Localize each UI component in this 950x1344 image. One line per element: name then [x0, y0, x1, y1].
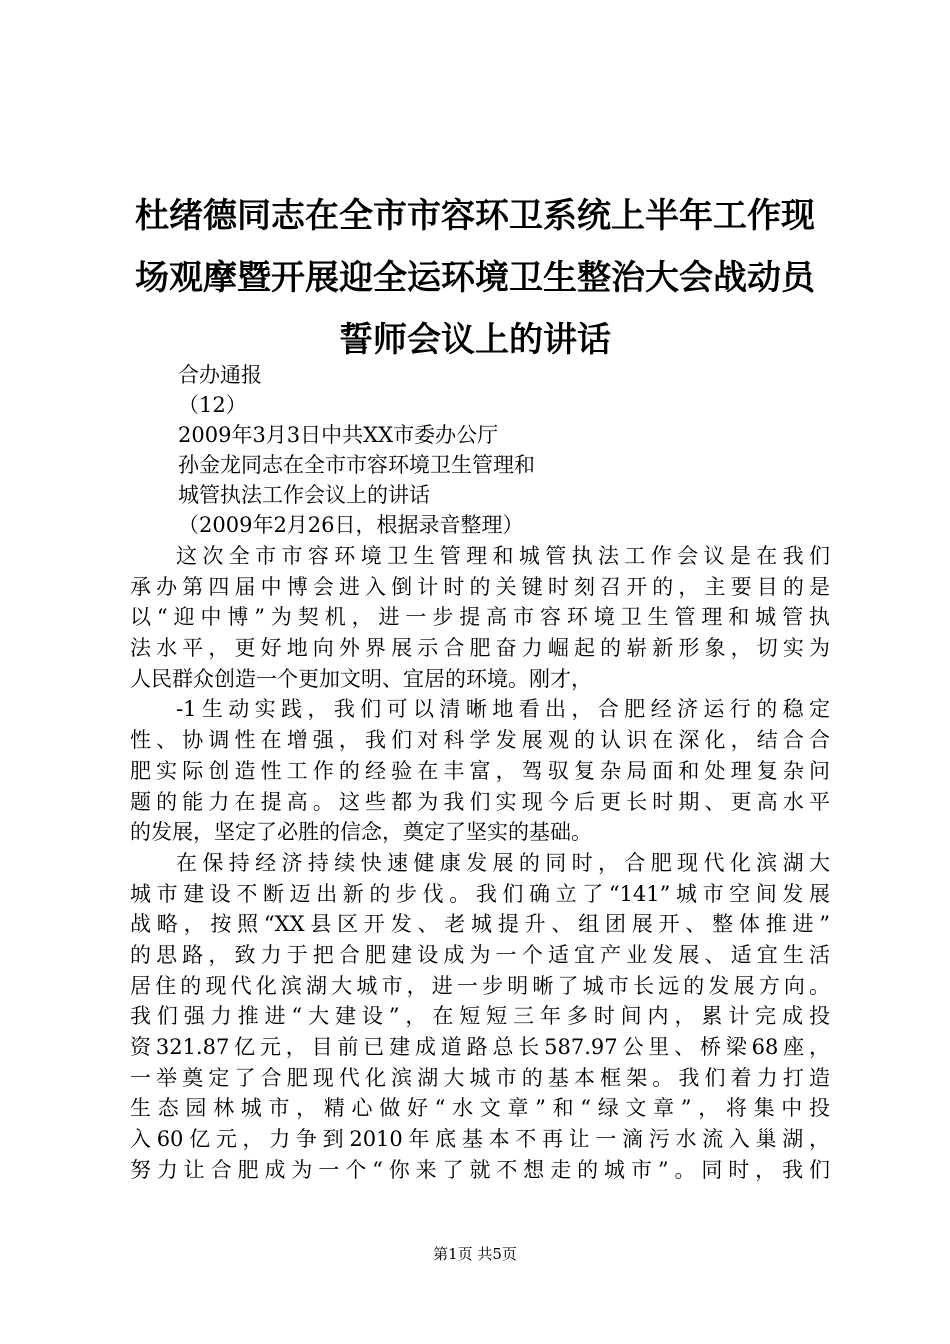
body-line: 生态园林城市，精心做好“水文章”和“绿文章”，将集中投 — [130, 1096, 830, 1121]
title-line-2: 场观摩暨开展迎全运环境卫生整治大会战动员 — [135, 258, 815, 298]
document-body — [130, 541, 830, 1185]
body-line: 资321.87亿元，目前已建成道路总长587.97公里、桥梁68座， — [130, 1035, 830, 1059]
body-line: -1生动实践，我们可以清晰地看出，合肥经济运行的稳定 — [176, 697, 830, 722]
title-line-3: 誓师会议上的讲话 — [339, 320, 611, 360]
body-line: 的思路，致力于把合肥建设成为一个适宜产业发展、适宜生活 — [130, 942, 830, 967]
body-line: 我们强力推进“大建设”，在短短三年多时间内，累计完成投 — [130, 1004, 830, 1029]
document-title — [100, 185, 850, 371]
body-line: 以“迎中博”为契机，进一步提高市容环境卫生管理和城管执 — [130, 605, 830, 630]
body-line: 肥实际创造性工作的经验在丰富，驾驭复杂局面和处理复杂问 — [130, 758, 830, 783]
body-line: 城市建设不断迈出新的步伐。我们确立了“141”城市空间发展 — [130, 881, 830, 906]
meta-date-issuer: 2009年3月3日中共XX市委办公厅 — [178, 423, 499, 447]
body-line: 在保持经济持续快速健康发展的同时，合肥现代化滨湖大 — [176, 850, 830, 875]
body-line: 居住的现代化滨湖大城市，进一步明晰了城市长远的发展方向。 — [130, 973, 830, 998]
body-line: 入60亿元，力争到2010年底基本不再让一滴污水流入巢湖， — [130, 1127, 830, 1152]
page-number-footer: 第1页 共5页 — [433, 1245, 517, 1263]
body-line: 这次全市市容环境卫生管理和城管执法工作会议是在我们 — [176, 544, 830, 568]
document-meta — [178, 360, 828, 540]
body-line: 题的能力在提高。这些都为我们实现今后更长时期、更高水平 — [130, 789, 830, 814]
body-line: 承办第四届中博会进入倒计时的关键时刻召开的，主要目的是 — [130, 574, 830, 599]
title-line-1: 杜绪德同志在全市市容环卫系统上半年工作现 — [135, 196, 815, 236]
body-line: 人民群众创造一个更加文明、宜居的环境。刚才， — [130, 666, 592, 691]
meta-source: 合办通报 — [178, 363, 262, 387]
meta-issue-number: （12） — [178, 393, 247, 417]
meta-speech-date: （2009年2月26日，根据录音整理） — [178, 513, 524, 537]
body-line: 战略，按照“XX县区开发、老城提升、组团展开、整体推进” — [130, 912, 830, 937]
body-line: 的发展，坚定了必胜的信念，奠定了坚实的基础。 — [130, 820, 592, 845]
meta-subtitle-line-2: 城管执法工作会议上的讲话 — [178, 483, 430, 507]
body-line: 一举奠定了合肥现代化滨湖大城市的基本框架。我们着力打造 — [130, 1065, 830, 1090]
body-line: 性、协调性在增强，我们对科学发展观的认识在深化，结合合 — [130, 728, 830, 753]
meta-subtitle-line-1: 孙金龙同志在全市市容环境卫生管理和 — [178, 453, 535, 477]
body-line: 努力让合肥成为一个“你来了就不想走的城市”。同时，我们 — [130, 1157, 830, 1182]
body-line: 法水平，更好地向外界展示合肥奋力崛起的崭新形象，切实为 — [130, 636, 830, 661]
